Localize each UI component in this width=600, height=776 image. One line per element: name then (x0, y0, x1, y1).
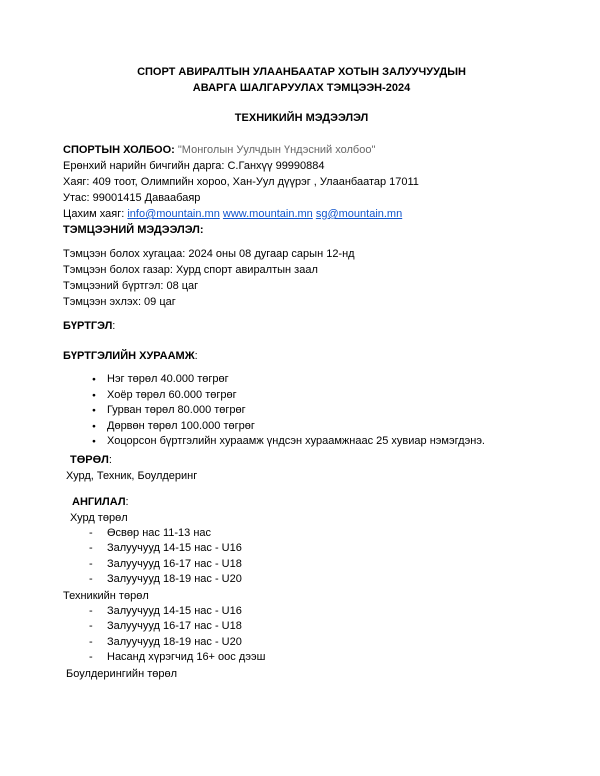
document-subtitle: ТЕХНИКИЙН МЭДЭЭЛЭЛ (234, 112, 369, 124)
federation-label: СПОРТЫН ХОЛБОО: (63, 144, 175, 156)
federation-name-line (63, 142, 540, 158)
federation-address-line: Хаяг: 409 тоот, Олимпийн хороо, Хан-Уул дүүрэг , Улаанбаатар 17011 (63, 176, 419, 188)
federation-name: "Монголын Уулчдын Үндэсний холбоо" (177, 144, 376, 156)
list-item: - Залуучууд 14-15 нас - U16 (63, 604, 540, 620)
list-item: ● Нэг төрөл 40.000 төгрөг (63, 372, 540, 388)
list-item: - Насанд хүрэгчид 16+ оос дээш (63, 650, 540, 666)
federation-phone-line: Утас: 99001415 Даваабаяр (63, 192, 201, 204)
email-label: Цахим хаяг: (63, 208, 125, 220)
fees-list (63, 372, 540, 450)
list-item: - Залуучууд 16-17 нас - U18 (63, 619, 540, 635)
document-title (63, 64, 540, 96)
competition-start-time-line: Тэмцээн эхлэх: 09 цаг (63, 296, 176, 308)
list-item: - Залуучууд 16-17 нас - U18 (63, 557, 540, 573)
categories-heading-text: АНГИЛАЛ (72, 495, 126, 508)
list-item: ● Дөрвөн төрөл 100.000 төгрөг (63, 419, 540, 435)
email-link-info[interactable]: info@mountain.mn (127, 208, 220, 220)
list-item: - Өсвөр нас 11-13 нас (63, 526, 540, 542)
website-link[interactable]: www.mountain.mn (222, 208, 313, 220)
title-line-1: СПОРТ АВИРАЛТЫН УЛААНБААТАР ХОТЫН ЗАЛУУЧУУДЫН (137, 66, 466, 78)
category-group-lead-label: Техникийн төрөл (63, 589, 149, 602)
categories-heading (63, 494, 540, 510)
registration-heading-text: БҮРТГЭЛ (63, 320, 113, 332)
registration-heading-colon: : (112, 320, 116, 332)
list-item: - Залуучууд 14-15 нас - U16 (63, 541, 540, 557)
email-link-sg[interactable]: sg@mountain.mn (315, 208, 403, 220)
fees-heading-colon: : (194, 350, 198, 362)
competition-date-line: Тэмцээн болох хугацаа: 2024 оны 08 дугаар сарын 12-нд (63, 248, 355, 260)
competition-venue-line: Тэмцээн болох газар: Хурд спорт авиралтын заал (63, 264, 318, 276)
federation-email-line (63, 206, 540, 222)
registration-heading (63, 318, 540, 334)
competition-registration-time-line: Тэмцээний бүртгэл: 08 цаг (63, 280, 199, 292)
category-group-bouldering-label: Боулдерингийн төрөл (66, 667, 178, 680)
federation-secretary-line: Ерөнхий нарийн бичгийн дарга: С.Ганхүү 99990884 (63, 160, 325, 172)
federation-info-section (63, 142, 540, 222)
fees-heading (63, 348, 540, 364)
types-value: Хурд, Техник, Боулдеринг (66, 469, 198, 482)
category-group-speed-label: Хурд төрөл (70, 511, 128, 524)
list-item: ● Хоёр төрөл 60.000 төгрөг (63, 388, 540, 404)
list-item: ● Хоцорсон бүртгэлийн хураамж үндсэн хураамжнаас 25 хувиар нэмэгдэнэ. (63, 434, 540, 450)
category-group-lead-list (63, 604, 540, 666)
types-heading (63, 452, 540, 468)
category-group-speed-list (63, 526, 540, 588)
list-item: ● Гурван төрөл 80.000 төгрөг (63, 403, 540, 419)
types-heading-text: ТӨРӨЛ (70, 453, 109, 466)
fees-heading-text: БҮРТГЭЛИЙН ХУРААМЖ (63, 350, 195, 362)
competition-info-heading: ТЭМЦЭЭНИЙ МЭДЭЭЛЭЛ: (63, 224, 204, 236)
types-heading-colon: : (108, 453, 112, 466)
list-item: - Залуучууд 18-19 нас - U20 (63, 635, 540, 651)
competition-info-section (63, 246, 540, 310)
categories-heading-colon: : (125, 495, 129, 508)
list-item: - Залуучууд 18-19 нас - U20 (63, 572, 540, 588)
title-line-2: АВАРГА ШАЛГАРУУЛАХ ТЭМЦЭЭН-2024 (192, 82, 411, 94)
